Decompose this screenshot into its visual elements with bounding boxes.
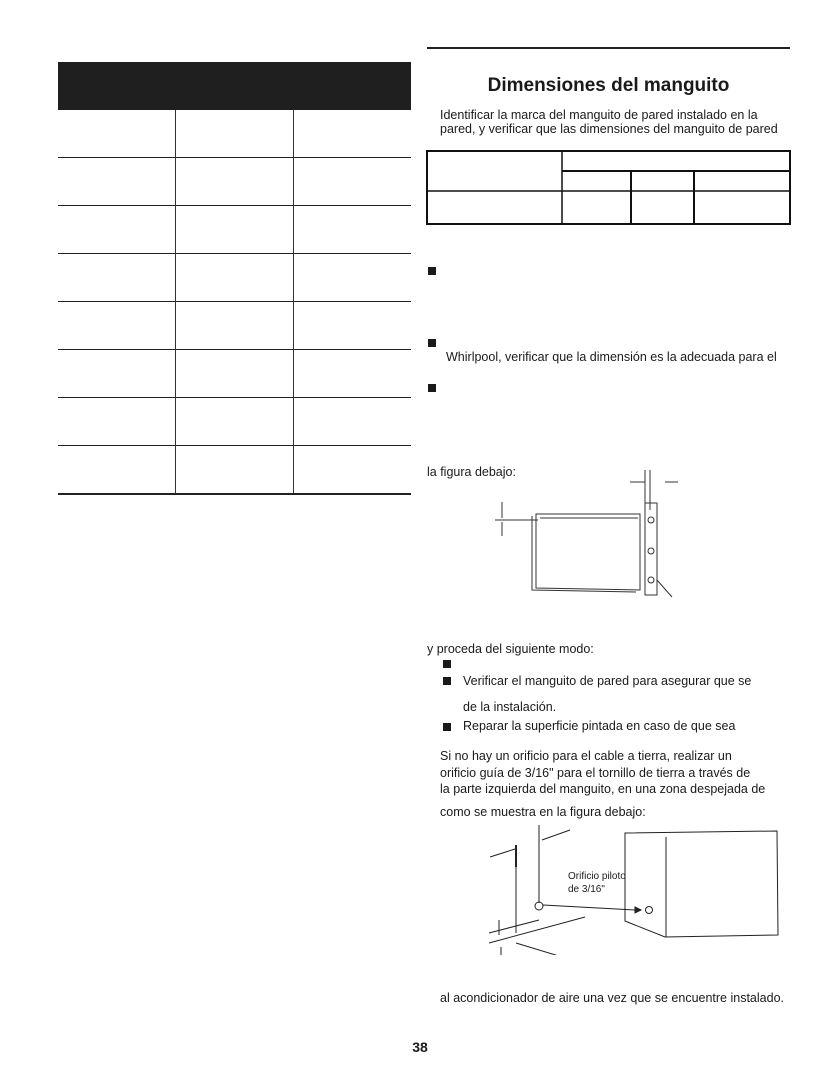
step-text: Verificar el manguito de pared para asegurar que se <box>463 674 752 688</box>
page-number: 38 <box>412 1039 428 1055</box>
table-row <box>58 254 411 302</box>
table-row <box>58 158 411 206</box>
column-divider <box>293 110 294 493</box>
bullet <box>443 660 451 668</box>
table-row <box>58 350 411 398</box>
left-table-header <box>58 62 411 110</box>
step-text: de la instalación. <box>463 700 557 714</box>
ground-text: orificio guía de 3/16" para el tornillo de tierra a través de <box>440 766 751 780</box>
ground-text: Si no hay un orificio para el cable a tierra, realizar un <box>440 749 732 763</box>
bullet-text: Whirlpool, verificar que la dimensión es la adecuada para el <box>446 350 777 364</box>
table-row <box>58 398 411 446</box>
pilot-hole-label: de 3/16" <box>568 884 605 895</box>
step-text: Reparar la superficie pintada en caso de que sea <box>463 719 736 733</box>
pilot-hole-label: Orificio piloto <box>568 871 626 882</box>
section-rule <box>427 47 790 49</box>
intro-line: pared, y verificar que las dimensiones del manguito de pared <box>440 122 778 136</box>
proceed-text: y proceda del siguiente modo: <box>427 642 594 656</box>
pilot-hole-figure <box>485 825 785 955</box>
bullet <box>428 384 436 392</box>
sleeve-figure <box>490 470 690 600</box>
figure-caption: la figura debajo: <box>427 465 516 479</box>
dimensions-table <box>426 150 792 226</box>
table-row <box>58 206 411 254</box>
ground-text: como se muestra en la figura debajo: <box>440 805 646 819</box>
section-title: Dimensiones del manguito <box>487 75 730 96</box>
column-divider <box>175 110 176 493</box>
table-row <box>58 110 411 158</box>
closing-text: al acondicionador de aire una vez que se encuentre instalado. <box>440 991 784 1005</box>
bullet <box>443 677 451 685</box>
table-row <box>58 302 411 350</box>
bullet <box>428 339 436 347</box>
table-row <box>58 446 411 495</box>
bullet <box>443 723 451 731</box>
intro-line: Identificar la marca del manguito de pared instalado en la <box>440 108 758 122</box>
bullet <box>428 267 436 275</box>
ground-text: la parte izquierda del manguito, en una zona despejada de <box>440 782 766 796</box>
